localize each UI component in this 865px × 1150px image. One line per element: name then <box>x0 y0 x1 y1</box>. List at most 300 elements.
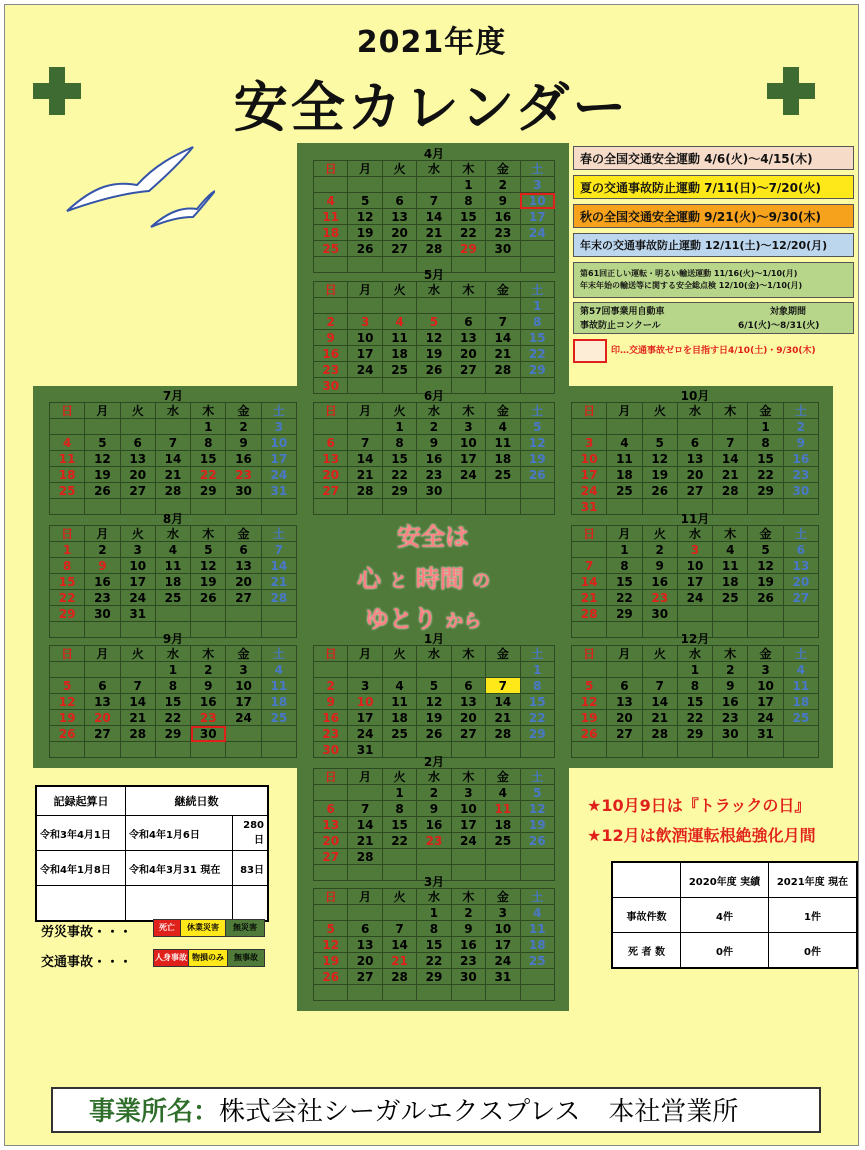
day-cell: 2 <box>191 662 226 678</box>
zero-day-marker-sample <box>573 339 607 363</box>
day-cell: 7 <box>417 193 451 209</box>
day-cell <box>348 662 382 678</box>
slogan-word: ゆとり <box>365 605 437 633</box>
day-cell <box>314 905 348 921</box>
day-cell: 31 <box>486 969 520 985</box>
month-title: 3月 <box>423 875 445 889</box>
day-cell: 11 <box>314 209 348 225</box>
contest-title: 事故防止コンクール <box>580 321 661 331</box>
day-cell: 12 <box>50 694 85 710</box>
day-cell: 14 <box>713 451 748 467</box>
legend-chip-no-accident: 無災害 <box>225 919 265 937</box>
day-cell: 21 <box>713 467 748 483</box>
weekday-header: 木 <box>451 161 485 177</box>
day-cell: 10 <box>486 921 520 937</box>
day-cell: 16 <box>314 710 348 726</box>
day-cell: 28 <box>713 483 748 499</box>
year-title: 2021年度 <box>356 25 507 60</box>
day-cell: 23 <box>642 590 677 606</box>
day-cell: 8 <box>191 435 226 451</box>
day-cell: 27 <box>85 726 120 742</box>
weekday-header: 金 <box>748 526 783 542</box>
day-cell: 12 <box>348 209 382 225</box>
month-january <box>313 632 555 758</box>
day-cell: 3 <box>451 785 485 801</box>
day-cell: 13 <box>120 451 155 467</box>
day-cell: 14 <box>120 694 155 710</box>
record-empty <box>36 886 126 922</box>
day-cell: 10 <box>348 694 382 710</box>
weekday-header: 土 <box>261 526 296 542</box>
weekday-header: 日 <box>50 646 85 662</box>
day-cell: 1 <box>382 785 416 801</box>
day-cell: 1 <box>50 542 85 558</box>
day-cell: 4 <box>382 314 416 330</box>
day-cell: 6 <box>607 678 642 694</box>
day-cell: 13 <box>677 451 712 467</box>
weekday-header: 金 <box>748 403 783 419</box>
day-cell: 16 <box>417 451 451 467</box>
weekday-header: 月 <box>85 526 120 542</box>
day-cell: 14 <box>348 817 382 833</box>
day-cell: 29 <box>417 969 451 985</box>
day-cell: 11 <box>261 678 296 694</box>
day-cell: 11 <box>155 558 190 574</box>
weekday-header: 木 <box>451 646 485 662</box>
slogan-word: から <box>445 611 482 632</box>
day-cell <box>783 742 818 758</box>
month-title: 8月 <box>162 512 184 526</box>
day-cell: 15 <box>677 694 712 710</box>
day-cell: 14 <box>382 937 416 953</box>
day-cell: 15 <box>607 574 642 590</box>
day-cell: 5 <box>348 193 382 209</box>
day-cell: 12 <box>314 937 348 953</box>
day-cell <box>191 606 226 622</box>
day-cell: 30 <box>642 606 677 622</box>
weekday-header: 土 <box>783 646 818 662</box>
day-cell: 25 <box>607 483 642 499</box>
day-cell: 9 <box>783 435 818 451</box>
day-cell: 31 <box>572 499 607 515</box>
day-cell <box>572 419 607 435</box>
day-cell: 11 <box>382 694 416 710</box>
weekday-header: 土 <box>520 403 554 419</box>
weekday-header: 火 <box>120 403 155 419</box>
day-cell <box>520 499 554 515</box>
day-cell: 5 <box>85 435 120 451</box>
weekday-header: 水 <box>417 403 451 419</box>
month-april <box>313 147 555 273</box>
performance-header: 2020年度 実績 <box>681 862 769 898</box>
day-cell: 3 <box>677 542 712 558</box>
day-cell <box>642 662 677 678</box>
day-cell: 2 <box>486 177 520 193</box>
day-cell: 29 <box>382 483 416 499</box>
day-cell: 16 <box>642 574 677 590</box>
day-cell: 8 <box>677 678 712 694</box>
day-cell: 5 <box>642 435 677 451</box>
day-cell: 23 <box>783 467 818 483</box>
weekday-header: 金 <box>486 646 520 662</box>
weekday-header: 火 <box>382 161 416 177</box>
day-cell: 6 <box>451 678 485 694</box>
month-august <box>49 512 297 638</box>
weekday-header: 金 <box>226 403 261 419</box>
day-cell: 25 <box>155 590 190 606</box>
day-cell: 5 <box>520 785 554 801</box>
day-cell: 2 <box>713 662 748 678</box>
day-cell <box>520 849 554 865</box>
day-cell: 24 <box>451 833 485 849</box>
day-cell: 5 <box>748 542 783 558</box>
weekday-header: 金 <box>226 646 261 662</box>
day-cell: 31 <box>348 742 382 758</box>
weekday-header: 土 <box>261 403 296 419</box>
day-cell: 28 <box>486 362 520 378</box>
day-cell: 11 <box>713 558 748 574</box>
weekday-header: 月 <box>348 646 382 662</box>
month-title: 7月 <box>162 389 184 403</box>
day-cell: 14 <box>572 574 607 590</box>
day-cell: 23 <box>85 590 120 606</box>
day-cell: 1 <box>191 419 226 435</box>
day-cell: 16 <box>486 209 520 225</box>
day-cell: 20 <box>348 953 382 969</box>
weekday-header: 金 <box>226 526 261 542</box>
day-cell: 17 <box>451 451 485 467</box>
weekday-header: 金 <box>486 161 520 177</box>
campaign-line <box>580 319 847 333</box>
day-cell: 1 <box>382 419 416 435</box>
weekday-header: 木 <box>451 282 485 298</box>
weekday-header: 日 <box>50 403 85 419</box>
weekday-header: 水 <box>155 526 190 542</box>
day-cell: 15 <box>155 694 190 710</box>
day-cell: 25 <box>261 710 296 726</box>
month-title: 12月 <box>680 632 710 646</box>
month-title: 11月 <box>680 512 710 526</box>
day-cell <box>226 606 261 622</box>
day-cell: 21 <box>348 467 382 483</box>
day-cell <box>486 985 520 1001</box>
month-october <box>571 389 819 515</box>
day-cell: 22 <box>382 833 416 849</box>
day-cell: 22 <box>50 590 85 606</box>
weekday-header: 月 <box>85 403 120 419</box>
day-cell <box>314 499 348 515</box>
day-cell: 14 <box>417 209 451 225</box>
day-cell: 20 <box>451 710 485 726</box>
day-cell <box>451 662 485 678</box>
day-cell <box>451 499 485 515</box>
day-cell: 17 <box>348 346 382 362</box>
day-cell <box>520 985 554 1001</box>
day-cell: 25 <box>314 241 348 257</box>
record-end: 令和4年1月6日 <box>126 816 233 851</box>
day-cell: 20 <box>85 710 120 726</box>
day-cell: 25 <box>382 362 416 378</box>
campaign-summer: 夏の交通事故防止運動 7/11(日)～7/20(火) <box>573 175 854 199</box>
company-name: 株式会社シーガルエクスプレス <box>219 1097 581 1127</box>
day-cell <box>261 726 296 742</box>
office-label: 事業所名： <box>89 1097 220 1127</box>
day-cell: 2 <box>451 905 485 921</box>
weekday-header: 月 <box>607 646 642 662</box>
day-cell: 13 <box>382 209 416 225</box>
day-cell: 19 <box>417 346 451 362</box>
month-title: 6月 <box>423 389 445 403</box>
performance-header-empty <box>612 862 681 898</box>
weekday-header: 土 <box>520 646 554 662</box>
record-start: 令和3年4月1日 <box>36 816 126 851</box>
day-cell <box>348 905 382 921</box>
day-cell: 26 <box>417 362 451 378</box>
day-cell: 10 <box>748 678 783 694</box>
day-cell <box>417 849 451 865</box>
day-cell: 11 <box>382 330 416 346</box>
day-cell <box>382 662 416 678</box>
day-cell <box>348 499 382 515</box>
day-cell <box>120 419 155 435</box>
day-cell: 24 <box>120 590 155 606</box>
day-cell: 24 <box>348 726 382 742</box>
day-cell: 4 <box>713 542 748 558</box>
day-cell: 14 <box>261 558 296 574</box>
weekday-header: 土 <box>520 889 554 905</box>
day-cell: 7 <box>572 558 607 574</box>
day-cell: 18 <box>486 451 520 467</box>
weekday-header: 木 <box>713 526 748 542</box>
day-cell: 7 <box>382 921 416 937</box>
weekday-header: 日 <box>314 282 348 298</box>
day-cell: 28 <box>120 726 155 742</box>
month-title: 5月 <box>423 268 445 282</box>
seagulls-icon <box>65 145 215 235</box>
weekday-header: 火 <box>120 526 155 542</box>
day-cell: 13 <box>451 330 485 346</box>
day-cell: 29 <box>677 726 712 742</box>
day-cell: 16 <box>783 451 818 467</box>
day-cell: 8 <box>382 435 416 451</box>
day-cell <box>382 499 416 515</box>
day-cell <box>191 742 226 758</box>
weekday-header: 火 <box>642 403 677 419</box>
day-cell: 3 <box>261 419 296 435</box>
weekday-header: 水 <box>417 282 451 298</box>
day-cell: 26 <box>520 833 554 849</box>
day-cell: 26 <box>748 590 783 606</box>
day-cell: 29 <box>191 483 226 499</box>
day-cell: 27 <box>314 483 348 499</box>
day-cell: 24 <box>572 483 607 499</box>
campaign-autumn: 秋の全国交通安全運動 9/21(火)～9/30(木) <box>573 204 854 228</box>
notice-drunk-driving: ★12月は飲酒運転根絶強化月間 <box>587 826 816 845</box>
weekday-header: 水 <box>417 889 451 905</box>
performance-table <box>611 861 858 969</box>
day-cell <box>226 726 261 742</box>
performance-label: 事故件数 <box>612 898 681 933</box>
weekday-header: 金 <box>748 646 783 662</box>
month-february <box>313 755 555 881</box>
day-cell: 16 <box>417 817 451 833</box>
day-cell: 9 <box>226 435 261 451</box>
day-cell <box>642 419 677 435</box>
day-cell <box>451 298 485 314</box>
day-cell: 21 <box>382 953 416 969</box>
day-cell: 8 <box>451 193 485 209</box>
day-cell: 26 <box>348 241 382 257</box>
day-cell: 4 <box>486 419 520 435</box>
day-cell: 30 <box>85 606 120 622</box>
weekday-header: 金 <box>486 403 520 419</box>
weekday-header: 月 <box>85 646 120 662</box>
day-cell: 25 <box>713 590 748 606</box>
day-cell: 21 <box>417 225 451 241</box>
day-cell: 19 <box>314 953 348 969</box>
day-cell: 8 <box>520 678 554 694</box>
day-cell: 16 <box>713 694 748 710</box>
weekday-header: 水 <box>677 526 712 542</box>
day-cell: 4 <box>486 785 520 801</box>
day-cell: 22 <box>677 710 712 726</box>
slogan-word: の <box>472 571 491 592</box>
record-end: 令和4年3月31 現在 <box>126 851 233 886</box>
day-cell <box>572 662 607 678</box>
day-cell: 17 <box>572 467 607 483</box>
day-cell: 13 <box>314 817 348 833</box>
day-cell: 28 <box>348 849 382 865</box>
day-cell <box>713 742 748 758</box>
day-cell <box>382 849 416 865</box>
day-cell: 1 <box>748 419 783 435</box>
performance-value: 0件 <box>769 933 858 969</box>
day-cell: 23 <box>713 710 748 726</box>
day-cell: 10 <box>451 801 485 817</box>
weekday-header: 月 <box>607 526 642 542</box>
weekday-header: 水 <box>677 646 712 662</box>
day-cell: 23 <box>417 467 451 483</box>
day-cell <box>713 606 748 622</box>
day-cell: 17 <box>451 817 485 833</box>
weekday-header: 月 <box>348 769 382 785</box>
month-july <box>49 389 297 515</box>
day-cell: 18 <box>713 574 748 590</box>
weekday-header: 日 <box>572 403 607 419</box>
day-cell: 25 <box>486 467 520 483</box>
day-cell: 28 <box>261 590 296 606</box>
day-cell: 25 <box>783 710 818 726</box>
day-cell: 18 <box>314 225 348 241</box>
day-cell: 29 <box>520 726 554 742</box>
day-cell: 5 <box>417 678 451 694</box>
day-cell: 12 <box>417 330 451 346</box>
month-june <box>313 389 555 515</box>
day-cell: 7 <box>486 678 520 694</box>
day-cell: 17 <box>486 937 520 953</box>
day-cell: 14 <box>486 330 520 346</box>
office-name-bar <box>51 1087 821 1133</box>
day-cell: 1 <box>520 298 554 314</box>
day-cell: 5 <box>520 419 554 435</box>
contest-period-label: 対象期間 <box>770 307 807 317</box>
weekday-header: 日 <box>314 646 348 662</box>
records-table <box>35 785 269 922</box>
day-cell: 13 <box>348 937 382 953</box>
month-may <box>313 268 555 394</box>
day-cell: 9 <box>85 558 120 574</box>
day-cell <box>314 419 348 435</box>
contest-period: 6/1(火)～8/31(火) <box>738 321 820 331</box>
day-cell: 18 <box>607 467 642 483</box>
day-cell: 19 <box>348 225 382 241</box>
day-cell <box>261 742 296 758</box>
day-cell: 29 <box>451 241 485 257</box>
day-cell: 22 <box>520 710 554 726</box>
day-cell <box>607 419 642 435</box>
day-cell: 19 <box>520 817 554 833</box>
branch-name: 本社営業所 <box>608 1097 739 1127</box>
day-cell: 19 <box>572 710 607 726</box>
day-cell: 18 <box>783 694 818 710</box>
day-cell: 27 <box>783 590 818 606</box>
performance-value: 4件 <box>681 898 769 933</box>
day-cell: 19 <box>520 451 554 467</box>
weekday-header: 金 <box>486 282 520 298</box>
day-cell: 21 <box>120 710 155 726</box>
day-cell: 27 <box>677 483 712 499</box>
day-cell: 8 <box>50 558 85 574</box>
record-empty <box>126 886 233 922</box>
calendar-page <box>4 4 859 1146</box>
day-cell: 19 <box>50 710 85 726</box>
day-cell: 13 <box>451 694 485 710</box>
performance-value: 0件 <box>681 933 769 969</box>
record-empty <box>233 886 269 922</box>
day-cell: 30 <box>417 483 451 499</box>
day-cell: 16 <box>451 937 485 953</box>
day-cell: 10 <box>348 330 382 346</box>
day-cell: 15 <box>382 817 416 833</box>
day-cell: 29 <box>155 726 190 742</box>
campaign-spring: 春の全国交通安全運動 4/6(火)～4/15(木) <box>573 146 854 170</box>
day-cell: 25 <box>382 726 416 742</box>
month-title: 10月 <box>680 389 710 403</box>
legend-chip-property: 物損のみ <box>188 949 228 967</box>
day-cell <box>314 985 348 1001</box>
day-cell: 12 <box>642 451 677 467</box>
day-cell: 23 <box>486 225 520 241</box>
day-cell <box>348 785 382 801</box>
day-cell: 4 <box>155 542 190 558</box>
day-cell: 17 <box>520 209 554 225</box>
day-cell: 17 <box>748 694 783 710</box>
day-cell: 20 <box>451 346 485 362</box>
day-cell: 22 <box>607 590 642 606</box>
day-cell: 3 <box>572 435 607 451</box>
weekday-header: 月 <box>348 282 382 298</box>
day-cell: 7 <box>261 542 296 558</box>
day-cell <box>783 726 818 742</box>
day-cell <box>155 419 190 435</box>
legend-chip-lost-time: 休業災害 <box>180 919 226 937</box>
day-cell: 3 <box>748 662 783 678</box>
day-cell: 21 <box>486 710 520 726</box>
day-cell <box>451 985 485 1001</box>
day-cell: 7 <box>486 314 520 330</box>
day-cell: 16 <box>226 451 261 467</box>
notice-truck-day: ★10月9日は『トラックの日』 <box>587 796 811 815</box>
